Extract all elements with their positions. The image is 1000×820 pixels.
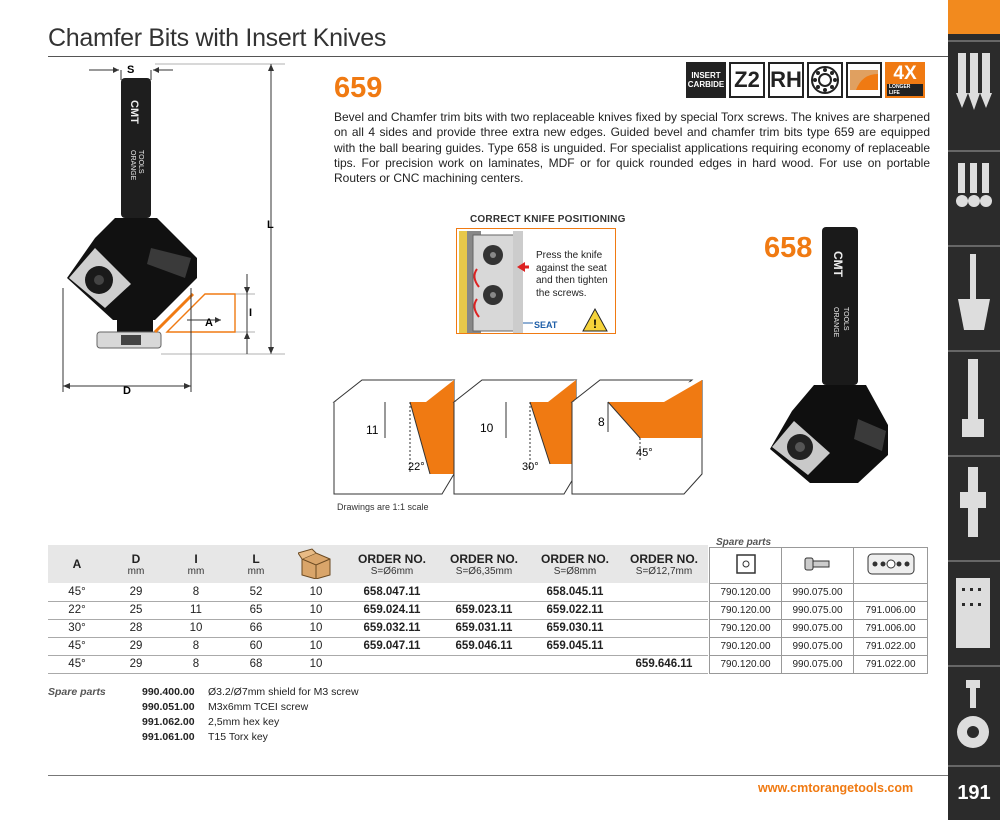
dim-i-label: I (249, 307, 253, 319)
svg-text:45°: 45° (636, 447, 653, 459)
spare-list-label: Spare parts (48, 686, 106, 698)
screw-icon (782, 548, 854, 584)
arbor-icon[interactable] (954, 462, 994, 557)
col-order-s127: ORDER NO. S=Ø12,7mm (620, 545, 708, 583)
page-number: 191 (957, 782, 991, 804)
scale-note: Drawings are 1:1 scale (337, 502, 429, 512)
svg-text:!: ! (593, 317, 597, 331)
svg-text:8: 8 (598, 415, 605, 429)
dim-d-label: D (123, 385, 131, 397)
list-item: 990.400.00 Ø3.2/Ø7mm shield for M3 screw (142, 686, 359, 698)
wood-profile-icon (846, 62, 882, 98)
bit-658-image (762, 225, 892, 495)
side-category-strip (948, 0, 1000, 820)
col-order-s6: ORDER NO. S=Ø6mm (346, 545, 438, 583)
bit-658-brand-line2: TOOLS (842, 307, 849, 331)
bit-658-logo: CMT (831, 251, 845, 277)
bit-brand-line2: TOOLS (137, 150, 144, 174)
feature-badges (686, 62, 925, 98)
profile-30-deg (454, 380, 576, 494)
list-item: 991.061.00 T15 Torx key (142, 731, 268, 743)
list-item: 990.051.00 M3x6mm TCEI screw (142, 701, 309, 713)
col-order-s635: ORDER NO. S=Ø6,35mm (438, 545, 530, 583)
col-box-qty (286, 545, 346, 583)
table-row: 30° 28 10 66 10 659.032.11 659.031.11 659.030.11 (48, 619, 708, 637)
spare-row: 790.120.00 990.075.00 791.006.00 (710, 602, 928, 620)
z2-badge: Z2 (729, 62, 765, 98)
seat-label: SEAT (534, 320, 558, 330)
table-row: 22° 25 11 65 10 659.024.11 659.023.11 659.022.11 (48, 601, 708, 619)
table-row: 45° 29 8 52 10 658.047.11 658.045.11 (48, 583, 708, 601)
spare-row: 790.120.00 990.075.00 791.006.00 (710, 620, 928, 638)
table-row: 45° 29 8 68 10 659.646.11 (48, 655, 708, 673)
spare-row: 790.120.00 990.075.00 791.022.00 (710, 638, 928, 656)
display-rack-icon[interactable] (954, 568, 994, 663)
dim-a-label: A (205, 317, 213, 329)
bit-brand-logo: CMT (128, 100, 140, 124)
boring-bit-icon[interactable] (954, 357, 994, 452)
table-row: 45° 29 8 60 10 659.047.11 659.046.11 659.045.11 (48, 637, 708, 655)
knife-positioning-title: CORRECT KNIFE POSITIONING (470, 214, 626, 225)
box-icon (298, 547, 334, 579)
product-description: Bevel and Chamfer trim bits with two replaceable knives fixed by special Torx screws. The knives are sharpened on all 4 sides and provide three extra new edges. Guided bevel and chamfer trim bits type 659 are equipped with the ball bearing guides. Type 658 is unguided. For specialist applications requiring economy of replaceable tips. For precision work on laminates, MDF or for quick rounded edges in hard wood. For use on portable Routers or CNC machining centers. (334, 110, 930, 186)
bearing-icon (807, 62, 843, 98)
col-i: I mm (166, 545, 226, 583)
title-divider (48, 56, 948, 57)
insert-bits-icon[interactable] (954, 155, 994, 245)
profile-45-deg (572, 380, 702, 494)
order-table (48, 545, 708, 674)
bit-659-technical-drawing (55, 58, 295, 398)
svg-text:30°: 30° (522, 461, 539, 473)
chamfer-profiles-drawing (330, 374, 720, 502)
dim-s-label: S (127, 64, 135, 76)
bit-658-brand-line1: ORANGE (832, 307, 839, 338)
col-l: L mm (226, 545, 286, 583)
col-a: A (48, 545, 106, 583)
spare-row: 790.120.00 990.075.00 (710, 584, 928, 602)
spare-table-title: Spare parts (716, 537, 772, 548)
product-code-658: 658 (764, 232, 813, 264)
footer-divider (48, 775, 948, 776)
list-item: 991.062.00 2,5mm hex key (142, 716, 280, 728)
website-link[interactable]: www.cmtorangetools.com (758, 781, 914, 795)
product-code-659: 659 (334, 72, 383, 104)
drill-bit-icon[interactable] (954, 252, 994, 347)
svg-text:10: 10 (480, 421, 494, 435)
dim-l-label: L (267, 219, 274, 231)
knife-positioning-note: Press the knife against the seat and then tighten the screws. (536, 250, 608, 299)
longer-life-badge: 4X LONGER LIFE (885, 62, 925, 98)
spare-row: 790.120.00 990.075.00 791.022.00 (710, 656, 928, 674)
insert-carbide-badge: INSERT CARBIDE (686, 62, 726, 98)
svg-text:22°: 22° (408, 461, 425, 473)
bearing-part-icon (854, 548, 928, 584)
side-active-marker (948, 0, 1000, 34)
rh-badge: RH (768, 62, 804, 98)
router-bits-icon[interactable] (954, 48, 994, 148)
bit-brand-line1: ORANGE (129, 150, 136, 181)
knife-icon (710, 548, 782, 584)
svg-text:11: 11 (366, 423, 379, 437)
spare-parts-table (709, 547, 928, 674)
col-order-s8: ORDER NO. S=Ø8mm (530, 545, 620, 583)
page-title: Chamfer Bits with Insert Knives (48, 24, 387, 52)
profile-22-deg (334, 380, 454, 494)
spare-parts-icon[interactable] (954, 672, 994, 762)
col-d: D mm (106, 545, 166, 583)
